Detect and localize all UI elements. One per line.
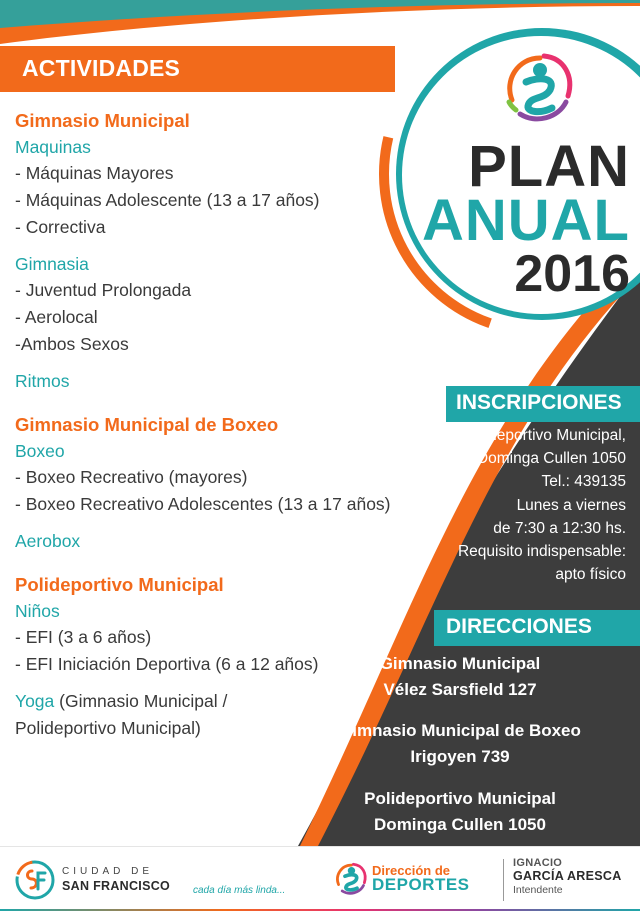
plan-title bbox=[420, 134, 630, 303]
list-item: - Máquinas Adolescente (13 a 17 años) bbox=[15, 190, 320, 210]
activities-label: ACTIVIDADES bbox=[22, 55, 181, 81]
direccion-name: Polideportivo Municipal bbox=[364, 789, 556, 808]
sf-logo-f bbox=[38, 873, 45, 889]
direccion-name: Gimnasio Municipal de Boxeo bbox=[339, 721, 581, 740]
dep-logo-body bbox=[345, 875, 357, 890]
inscripciones-info bbox=[396, 424, 626, 586]
direccion-entry bbox=[310, 651, 610, 703]
inscripciones-line: de 7:30 a 12:30 hs. bbox=[493, 519, 626, 537]
subsection-aerobox-title: Aerobox bbox=[15, 531, 81, 551]
deportes-line-1: Dirección de bbox=[372, 863, 451, 878]
city-slogan: cada día más linda... bbox=[193, 885, 286, 896]
logo-arc-green bbox=[509, 102, 516, 110]
direccion-entry bbox=[310, 786, 610, 838]
direccion-address: Vélez Sarsfield 127 bbox=[383, 680, 537, 699]
inscripciones-line: Polideportivo Municipal, bbox=[462, 427, 626, 444]
inscripciones-line: Lunes a viernes bbox=[516, 496, 626, 514]
mayor-role: Intendente bbox=[513, 884, 563, 896]
deportes-logo-icon bbox=[500, 50, 578, 126]
list-item: - Máquinas Mayores bbox=[15, 163, 174, 183]
section-polideportivo-title: Polideportivo Municipal bbox=[15, 574, 224, 595]
direcciones-title: DIRECCIONES bbox=[446, 615, 592, 638]
subsection-ritmos-title: Ritmos bbox=[15, 371, 70, 391]
direccion-entry bbox=[310, 718, 610, 770]
inscripciones-line: Dominga Cullen 1050 bbox=[476, 450, 626, 468]
section-gimnasio-title: Gimnasio Municipal bbox=[15, 110, 190, 131]
list-item: -Ambos Sexos bbox=[15, 334, 129, 354]
deportes-line-2: DEPORTES bbox=[372, 875, 470, 894]
deportes-footer-logo-icon bbox=[333, 861, 369, 897]
direcciones-banner bbox=[434, 610, 640, 646]
footer-divider bbox=[503, 859, 504, 901]
san-francisco-logo-icon bbox=[14, 859, 56, 901]
inscripciones-banner bbox=[446, 386, 640, 422]
inscripciones-line: Tel.: 439135 bbox=[541, 473, 626, 491]
yoga-detail: (Gimnasio Municipal / bbox=[54, 691, 228, 711]
inscripciones-title: INSCRIPCIONES bbox=[456, 391, 622, 414]
section-boxeo-title: Gimnasio Municipal de Boxeo bbox=[15, 414, 279, 435]
mayor-last-name: GARCÍA ARESCA bbox=[513, 869, 622, 883]
list-item: - EFI (3 a 6 años) bbox=[15, 627, 152, 647]
list-item: - Correctiva bbox=[15, 217, 106, 237]
logo-head bbox=[533, 63, 547, 77]
list-item: - Boxeo Recreativo Adolescentes (13 a 17 años) bbox=[15, 494, 391, 514]
plan-line-2: ANUAL bbox=[422, 188, 630, 253]
city-name: SAN FRANCISCO bbox=[62, 879, 171, 893]
subsection-maquinas-title: Maquinas bbox=[15, 137, 91, 157]
footer bbox=[0, 846, 640, 911]
city-label: CIUDAD DE bbox=[62, 866, 154, 877]
mayor-first-name: IGNACIO bbox=[513, 857, 563, 869]
list-item: - Juventud Prolongada bbox=[15, 280, 192, 300]
direccion-address: Irigoyen 739 bbox=[410, 747, 510, 766]
list-item: - EFI Iniciación Deportiva (6 a 12 años) bbox=[15, 654, 319, 674]
sf-logo-s bbox=[28, 871, 37, 888]
subsection-boxeo-title: Boxeo bbox=[15, 441, 65, 461]
yoga-detail-2: Polideportivo Municipal) bbox=[15, 718, 201, 738]
plan-line-3: 2016 bbox=[514, 245, 630, 303]
yoga-label: Yoga bbox=[15, 691, 55, 711]
activities-list bbox=[15, 108, 415, 742]
inscripciones-line: Requisito indispensable: bbox=[457, 543, 626, 561]
list-item: - Boxeo Recreativo (mayores) bbox=[15, 467, 248, 487]
logo-body bbox=[526, 79, 552, 112]
direccion-name: Gimnasio Municipal bbox=[379, 654, 541, 673]
plan-line-1: PLAN bbox=[468, 134, 630, 199]
inscripciones-line: apto físico bbox=[555, 566, 626, 584]
direccion-address: Dominga Cullen 1050 bbox=[374, 815, 546, 834]
list-item: - Aerolocal bbox=[15, 307, 98, 327]
subsection-ninos-title: Niños bbox=[15, 601, 60, 621]
activities-banner bbox=[0, 46, 395, 92]
subsection-gimnasia-title: Gimnasia bbox=[15, 254, 89, 274]
